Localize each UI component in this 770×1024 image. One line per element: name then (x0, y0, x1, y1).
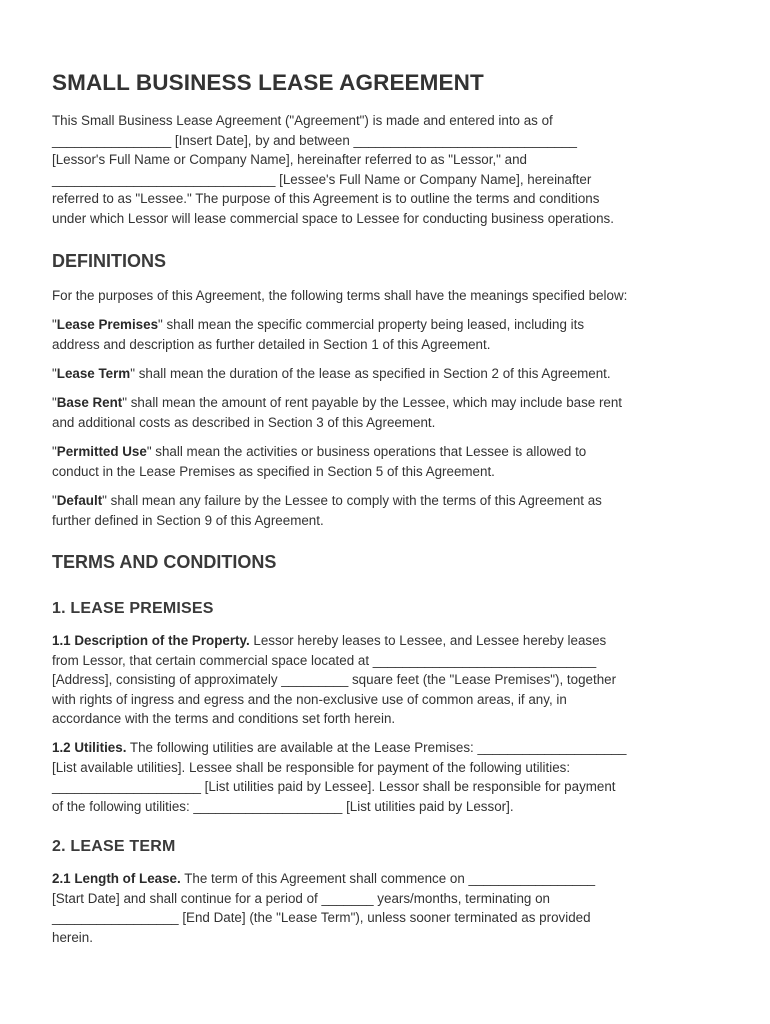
section-heading-lease-term: 2. LEASE TERM (52, 838, 176, 855)
definition-line (52, 491, 722, 511)
clause-1-2 (52, 738, 722, 816)
clause-line: with rights of ingress and egress and the non-exclusive use of common areas, if any, in (52, 691, 567, 707)
definitions-intro-line: For the purposes of this Agreement, the following terms shall have the meanings specified below: (52, 288, 628, 303)
definition-line: conduct in the Lease Premises as specified in Section 5 of this Agreement. (52, 463, 495, 479)
clause-text: The following utilities are available at the Lease Premises: ____________________ (126, 740, 627, 755)
definition-line: and additional costs as described in Section 3 of this Agreement. (52, 414, 436, 430)
clause-line (52, 869, 722, 889)
definition-line (52, 442, 722, 462)
intro-line: This Small Business Lease Agreement ("Agreement") is made and entered into as of (52, 113, 553, 128)
clause-line: from Lessor, that certain commercial space located at ______________________________ (52, 652, 597, 668)
definition-line: further defined in Section 9 of this Agreement. (52, 512, 324, 528)
definition-text: " shall mean the duration of the lease as specified in Section 2 of this Agreement. (130, 366, 611, 381)
definition-open-quote: " (52, 366, 57, 381)
clause-line: of the following utilities: ____________________ [List utilities paid by Lessor]. (52, 798, 514, 814)
definition-text: " shall mean the amount of rent payable by the Lessee, which may include base rent (122, 395, 623, 410)
definition-term: Lease Term (56, 366, 131, 381)
clause-1-1 (52, 631, 722, 729)
definition-line (52, 364, 722, 384)
definition-text: " shall mean the specific commercial property being leased, including its (158, 317, 585, 332)
definition-open-quote: " (52, 395, 57, 410)
clause-line: [List available utilities]. Lessee shall be responsible for payment of the following utilities: (52, 759, 571, 775)
intro-line: referred to as "Lessee." The purpose of this Agreement is to outline the terms and conditions (52, 191, 600, 206)
definition-text: " shall mean the activities or business operations that Lessee is allowed to (146, 444, 587, 459)
definition-line: address and description as further detailed in Section 1 of this Agreement. (52, 336, 491, 352)
definition-term: Lease Premises (56, 317, 159, 332)
clause-line: ____________________ [List utilities paid by Lessee]. Lessor shall be responsible for payment (52, 779, 616, 794)
definition-line (52, 393, 722, 413)
definition-lease-premises (52, 315, 722, 354)
clause-line: [Address], consisting of approximately _________ square feet (the "Lease Premises"), together (52, 672, 617, 687)
intro-line: ________________ [Insert Date], by and between ______________________________ (52, 132, 577, 148)
definition-open-quote: " (52, 493, 57, 508)
clause-2-1 (52, 869, 722, 947)
clause-line: [Start Date] and shall continue for a period of _______ years/months, terminating on (52, 890, 550, 906)
intro-line: ______________________________ [Lessee's Full Name or Company Name], hereinafter (52, 171, 592, 187)
definitions-heading: DEFINITIONS (52, 251, 167, 271)
document-title: SMALL BUSINESS LEASE AGREEMENT (52, 70, 484, 95)
terms-heading: TERMS AND CONDITIONS (52, 552, 277, 572)
definition-lease-term (52, 364, 722, 384)
clause-text: The term of this Agreement shall commence on _________________ (180, 871, 596, 886)
definition-term: Default (56, 493, 103, 508)
clause-line: accordance with the terms and conditions set forth herein. (52, 711, 396, 726)
intro-line: [Lessor's Full Name or Company Name], hereinafter referred to as "Lessor," and (52, 152, 527, 167)
definitions-intro (52, 286, 722, 306)
definition-line (52, 315, 722, 335)
definition-open-quote: " (52, 444, 57, 459)
definition-base-rent (52, 393, 722, 432)
definition-term: Base Rent (56, 395, 123, 410)
clause-line (52, 738, 722, 758)
clause-label: 1.2 Utilities. (52, 740, 127, 755)
clause-text: Lessor hereby leases to Lessee, and Lessee hereby leases (249, 633, 607, 648)
section-heading-lease-premises: 1. LEASE PREMISES (52, 600, 214, 617)
definition-term: Permitted Use (56, 444, 147, 459)
clause-line: herein. (52, 929, 93, 945)
clause-label: 1.1 Description of the Property. (52, 633, 250, 648)
clause-label: 2.1 Length of Lease. (52, 871, 181, 886)
definition-permitted-use (52, 442, 722, 481)
clause-line (52, 631, 722, 651)
definition-text: " shall mean any failure by the Lessee to comply with the terms of this Agreement as (102, 493, 602, 508)
clause-line: _________________ [End Date] (the "Lease Term"), unless sooner terminated as provided (52, 910, 591, 925)
definition-default (52, 491, 722, 530)
definition-open-quote: " (52, 317, 57, 332)
intro-paragraph (52, 111, 722, 228)
intro-line: under which Lessor will lease commercial space to Lessee for conducting business operations. (52, 210, 614, 226)
